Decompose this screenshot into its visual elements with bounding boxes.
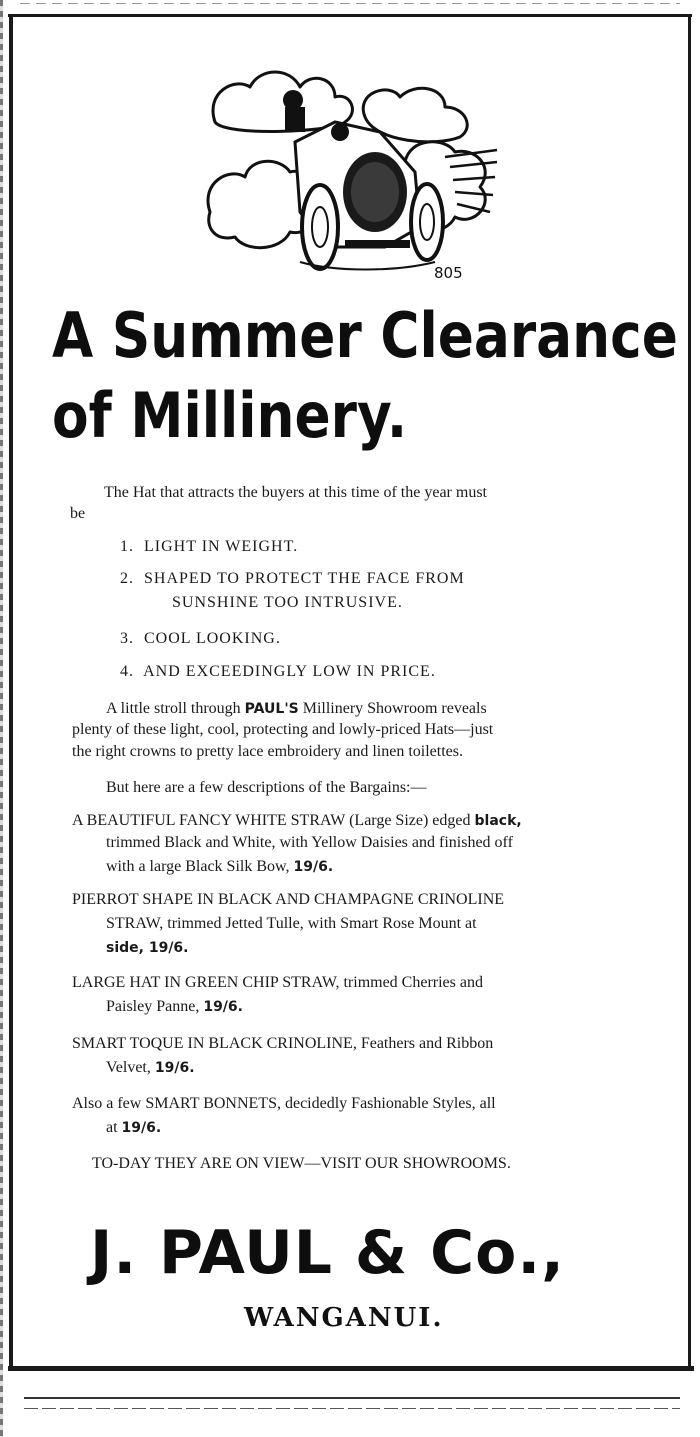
bargain-price: 19/6. [203, 999, 243, 1015]
bargain-2-line-2: STRAW, trimmed Jetted Tulle, with Smart Rose Mount at [106, 915, 477, 932]
stroll-text-c: Millinery Showroom reveals [302, 700, 487, 717]
list-number: 1. [120, 538, 134, 555]
list-text: AND EXCEEDINGLY LOW IN PRICE. [143, 663, 436, 680]
top-edge-rule [20, 3, 680, 4]
bargain-price: 19/6. [154, 1060, 195, 1076]
stroll-line-2: plenty of these light, cool, protecting and lowly-priced Hats—just [72, 721, 494, 738]
list-text: SHAPED TO PROTECT THE FACE FROM [144, 570, 465, 587]
illustration-number: 805 [434, 264, 463, 282]
view-line: TO-DAY THEY ARE ON VIEW—VISIT OUR SHOWROOMS. [92, 1155, 511, 1172]
list-number: 2. [120, 570, 134, 587]
bargain-text: with a large Black Silk Bow, [106, 858, 290, 875]
bargain-price: 19/6. [121, 1120, 162, 1136]
headline [52, 296, 678, 456]
headline-line-2: of Millinery. [52, 379, 408, 452]
intro-line-2: be [70, 505, 86, 522]
bargain-text: A BEAUTIFUL FANCY WHITE STRAW (Large Size) edged [72, 812, 471, 829]
bargain-text: Velvet, [106, 1059, 151, 1076]
bargain-1-line-2: trimmed Black and White, with Yellow Daisies and finished off [106, 834, 513, 851]
stroll-text-a: A little stroll through [106, 700, 241, 717]
bargain-emphasis: black, [474, 813, 522, 829]
bargain-4-line-2 [106, 1056, 195, 1080]
list-number: 4. [120, 663, 134, 680]
bargain-1-line-3 [106, 855, 333, 879]
bargain-4-line-1: SMART TOQUE IN BLACK CRINOLINE, Feathers and Ribbon [72, 1035, 494, 1052]
bargain-2-line-1: PIERROT SHAPE IN BLACK AND CHAMPAGNE CRINOLINE [72, 891, 505, 908]
town-name: WANGANUI. [244, 1303, 444, 1333]
list-text: COOL LOOKING. [144, 630, 281, 647]
advert-border-top [8, 14, 692, 17]
bargain-1-line-1 [72, 809, 522, 833]
bargain-3-line-2 [106, 995, 243, 1019]
list-text: LIGHT IN WEIGHT. [144, 538, 299, 555]
stroll-firm-name: PAUL'S [244, 701, 299, 717]
list-item-3 [120, 627, 281, 650]
stroll-line-3: the right crowns to pretty lace embroidery and linen toilettes. [72, 743, 463, 760]
bottom-dashed-rule [24, 1408, 680, 1409]
list-item-1 [120, 535, 298, 558]
headline-line-1: A Summer Clearance [52, 299, 678, 372]
advert-border-bottom [8, 1366, 694, 1371]
firm-name: J. PAUL & Co., [90, 1218, 565, 1288]
advert-border-left [9, 14, 13, 1370]
bargain-3-line-1: LARGE HAT IN GREEN CHIP STRAW, trimmed Cherries and [72, 974, 483, 991]
intro-line-1: The Hat that attracts the buyers at this time of the year must [104, 484, 487, 501]
motor-car-illustration [205, 62, 500, 287]
list-item-2 [120, 567, 465, 590]
page-left-edge [0, 0, 3, 1437]
list-number: 3. [120, 630, 134, 647]
list-item-2-line-2: SUNSHINE TOO INTRUSIVE. [172, 594, 403, 611]
bargain-text: at [106, 1119, 118, 1136]
bargain-2-line-3: side, 19/6. [106, 940, 189, 956]
bargain-5-line-1: Also a few SMART BONNETS, decidedly Fashionable Styles, all [72, 1095, 496, 1112]
list-item-4 [120, 660, 436, 683]
bottom-rule [24, 1397, 680, 1399]
bargain-text: Paisley Panne, [106, 998, 200, 1015]
bargain-5-line-2 [106, 1116, 161, 1140]
bargain-price: 19/6. [293, 859, 334, 875]
bargains-intro: But here are a few descriptions of the Bargains:— [106, 779, 427, 796]
advert-border-right [688, 14, 691, 1370]
